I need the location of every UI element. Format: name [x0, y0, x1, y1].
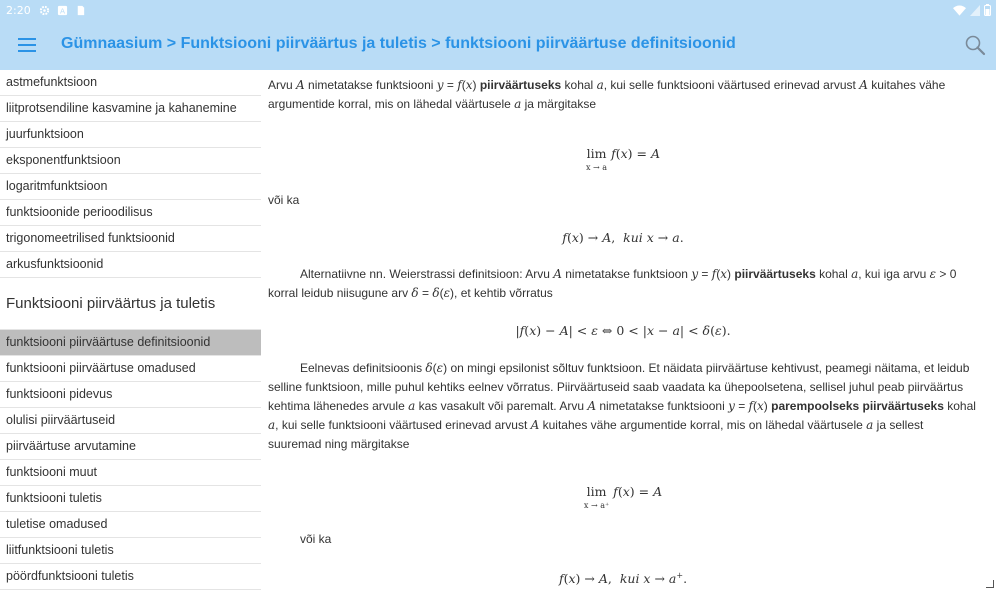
sidebar-item[interactable]: funktsioonide perioodilisus	[0, 200, 261, 226]
app-bar	[0, 20, 996, 70]
sidebar-item[interactable]: funktsiooni tuletis	[0, 486, 261, 512]
notification-icon	[57, 5, 68, 16]
status-right-icons	[953, 4, 991, 16]
sd-card-icon	[75, 5, 86, 16]
svg-text:A: A	[59, 5, 65, 15]
resize-corner	[986, 580, 994, 588]
search-icon[interactable]	[964, 34, 986, 56]
paragraph-one-sided: Eelnevas definitsioonis δ(ε) on mingi epsilonist sõltuv funktsioon. Et näidata piirväärtuse kehtivust, peamegi näitama, et leidub selline funktsioon, mille puhul kehtiks eelnev võrratus. Piirväärtuseid saab vaadata ka ühepoolsetena, sellisel juhul peab piirväärtus kehtima lähenedes arvule a kas vasakult või paremalt. Arvu A nimetatakse funktsiooni y = f(x) parempoolseks piirväärtuseks kohal a, kui selle funktsiooni väärtused erinevad arvust A kuitahes vähe argumentide korral, mis on lähedal väärtusele a ja sellest suuremad ning märgitakse	[268, 361, 976, 451]
sidebar-nav	[0, 70, 261, 590]
signal-icon	[970, 5, 980, 16]
settings-icon	[39, 5, 50, 16]
sidebar-item-active[interactable]: funktsiooni piirväärtuse definitsioonid	[0, 330, 261, 356]
battery-icon	[984, 4, 991, 16]
paragraph-definition: Arvu A nimetatakse funktsiooni y = f(x) piirväärtuseks kohal a, kui selle funktsiooni väärtused erinevad arvust A kuitahes vähe argumentide korral, mis on lähedal väärtusele a ja märgitakse	[268, 78, 946, 111]
status-time: 2:20	[6, 3, 31, 17]
equation-right-arrow: f(x) → A, kui x → a+.	[558, 571, 688, 587]
sidebar-item[interactable]: arkusfunktsioonid	[0, 252, 261, 278]
sidebar-item[interactable]: liitfunktsiooni tuletis	[0, 538, 261, 564]
sidebar-item[interactable]: juurfunktsioon	[0, 122, 261, 148]
sidebar-item[interactable]: funktsiooni pidevus	[0, 382, 261, 408]
paragraph-weierstrass: Alternatiivne nn. Weierstrassi definitsioon: Arvu A nimetatakse funktsioon y = f(x) piirväärtuseks kohal a, kui iga arvu ε > 0 korral leidub niisugune arv δ = δ(ε), et kehtib võrratus	[268, 267, 957, 300]
sidebar-item[interactable]: funktsiooni muut	[0, 460, 261, 486]
sidebar-item[interactable]: trigonomeetrilised funktsioonid	[0, 226, 261, 252]
sidebar-item[interactable]: liitprotsendiline kasvamine ja kahanemine	[0, 96, 261, 122]
equation-right-limit: lim x → a⁺ f(x) = A	[583, 484, 663, 510]
menu-icon[interactable]	[18, 38, 36, 52]
equation-limit: lim x → a f(x) = A	[586, 146, 660, 172]
equation-arrow: f(x) → A, kui x → a.	[562, 230, 684, 245]
sidebar-item[interactable]: logaritmfunktsioon	[0, 174, 261, 200]
wifi-icon	[953, 5, 966, 16]
article-content	[268, 70, 983, 590]
sidebar-section-header: Funktsiooni piirväärtus ja tuletis	[0, 278, 261, 330]
status-bar	[0, 0, 996, 20]
sidebar-item[interactable]: eksponentfunktsioon	[0, 148, 261, 174]
equation-epsilon-delta: |f(x) − A| < ε ⇔ 0 < |x − a| < δ(ε).	[515, 323, 731, 338]
paragraph-or-2: või ka	[300, 532, 332, 546]
sidebar-item[interactable]: pöördfunktsiooni tuletis	[0, 564, 261, 590]
sidebar-item[interactable]: tuletise omadused	[0, 512, 261, 538]
breadcrumb-title: Gümnaasium > Funktsiooni piirväärtus ja tuletis > funktsiooni piirväärtuse definitsioonid	[61, 35, 736, 52]
sidebar-item[interactable]: astmefunktsioon	[0, 70, 261, 96]
paragraph-or: või ka	[268, 193, 300, 207]
sidebar-item[interactable]: olulisi piirväärtuseid	[0, 408, 261, 434]
sidebar-item[interactable]: funktsiooni piirväärtuse omadused	[0, 356, 261, 382]
sidebar-item[interactable]: piirväärtuse arvutamine	[0, 434, 261, 460]
